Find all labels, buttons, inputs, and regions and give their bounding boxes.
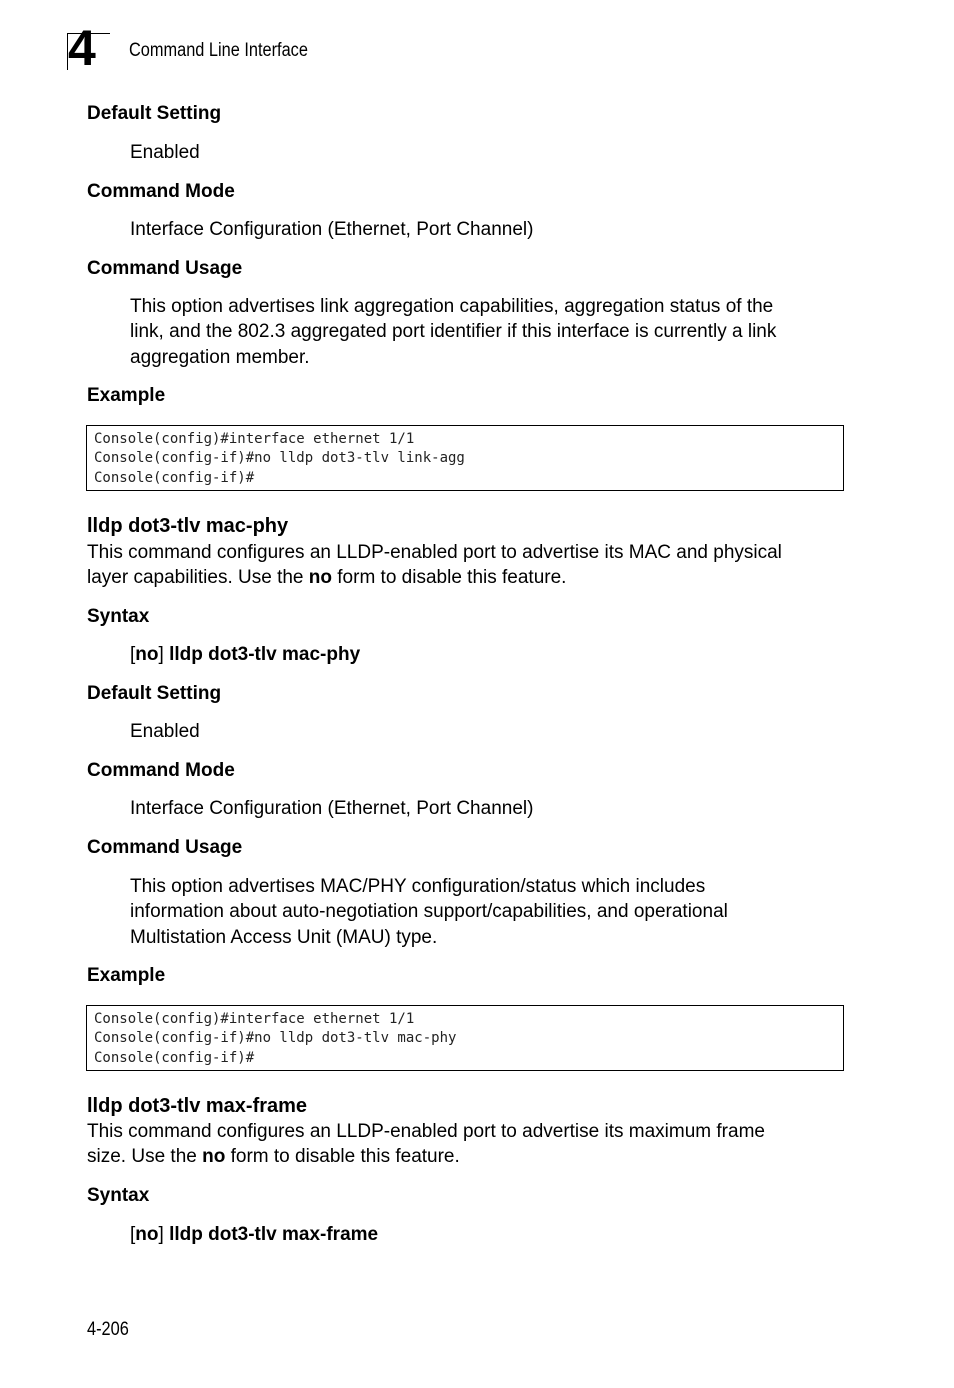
code-line: Console(config-if)#: [94, 469, 255, 486]
default-setting-value: Enabled: [130, 142, 200, 163]
bracket: ]: [158, 1224, 170, 1245]
bracket: [: [130, 644, 136, 665]
command-usage-line: This option advertises MAC/PHY configuration/status which includes: [130, 876, 706, 897]
description-text: form to disable this feature.: [225, 1146, 460, 1167]
description-line: This command configures an LLDP-enabled port to advertise its MAC and physical: [87, 542, 782, 563]
code-line: Console(config-if)#no lldp dot3-tlv mac-phy: [94, 1030, 457, 1047]
no-keyword: no: [135, 1224, 159, 1245]
command-description: [87, 1119, 847, 1169]
description-line: [87, 565, 847, 590]
command-mode-value: Interface Configuration (Ethernet, Port Channel): [130, 219, 534, 240]
syntax-command: lldp dot3-tlv max-frame: [169, 1224, 379, 1245]
code-line: Console(config)#interface ethernet 1/1: [94, 1011, 415, 1027]
code-line: Console(config-if)#no lldp dot3-tlv link-agg: [94, 450, 465, 467]
example-code-block: [86, 1005, 844, 1071]
syntax-heading: Syntax: [87, 606, 150, 627]
default-setting-heading: Default Setting: [87, 683, 222, 704]
syntax-heading: Syntax: [87, 1185, 150, 1206]
command-title: lldp dot3-tlv max-frame: [87, 1095, 308, 1117]
bracket: [: [130, 1224, 136, 1245]
command-usage-line: This option advertises link aggregation capabilities, aggregation status of the: [130, 296, 774, 317]
command-mode-heading: Command Mode: [87, 181, 235, 202]
description-line: This command configures an LLDP-enabled port to advertise its maximum frame: [87, 1121, 765, 1142]
running-title: Command Line Interface: [129, 40, 308, 61]
no-keyword: no: [308, 567, 332, 588]
description-text: layer capabilities. Use the: [87, 567, 309, 588]
code-line: Console(config)#interface ethernet 1/1: [94, 431, 415, 447]
syntax-line: [130, 1222, 850, 1247]
command-usage-line: link, and the 802.3 aggregated port identifier if this interface is currently a link: [130, 321, 777, 343]
syntax-line: [130, 642, 850, 667]
command-title: lldp dot3-tlv mac-phy: [87, 515, 289, 537]
code-line: Console(config-if)#: [94, 1049, 255, 1066]
default-setting-heading: Default Setting: [87, 103, 222, 124]
description-line: [87, 1144, 847, 1169]
command-mode-heading: Command Mode: [87, 760, 235, 781]
command-usage-paragraph: [130, 874, 850, 950]
description-text: form to disable this feature.: [332, 567, 567, 588]
command-usage-line: information about auto-negotiation support/capabilities, and operational: [130, 901, 728, 923]
command-usage-heading: Command Usage: [87, 258, 243, 279]
page-number: 4-206: [87, 1319, 129, 1340]
example-heading: Example: [87, 965, 166, 986]
no-keyword: no: [135, 644, 159, 665]
description-text: size. Use the: [87, 1146, 203, 1167]
chapter-number: 4: [68, 20, 95, 76]
command-usage-heading: Command Usage: [87, 837, 243, 858]
example-code-block: [86, 425, 844, 491]
command-mode-value: Interface Configuration (Ethernet, Port Channel): [130, 798, 534, 819]
syntax-command: lldp dot3-tlv mac-phy: [169, 644, 361, 665]
command-usage-line: aggregation member.: [130, 346, 310, 368]
example-heading: Example: [87, 385, 166, 406]
command-usage-paragraph: [130, 294, 850, 370]
default-setting-value: Enabled: [130, 721, 200, 742]
no-keyword: no: [202, 1146, 226, 1167]
command-description: [87, 540, 847, 590]
command-usage-line: Multistation Access Unit (MAU) type.: [130, 926, 438, 948]
bracket: ]: [158, 644, 170, 665]
